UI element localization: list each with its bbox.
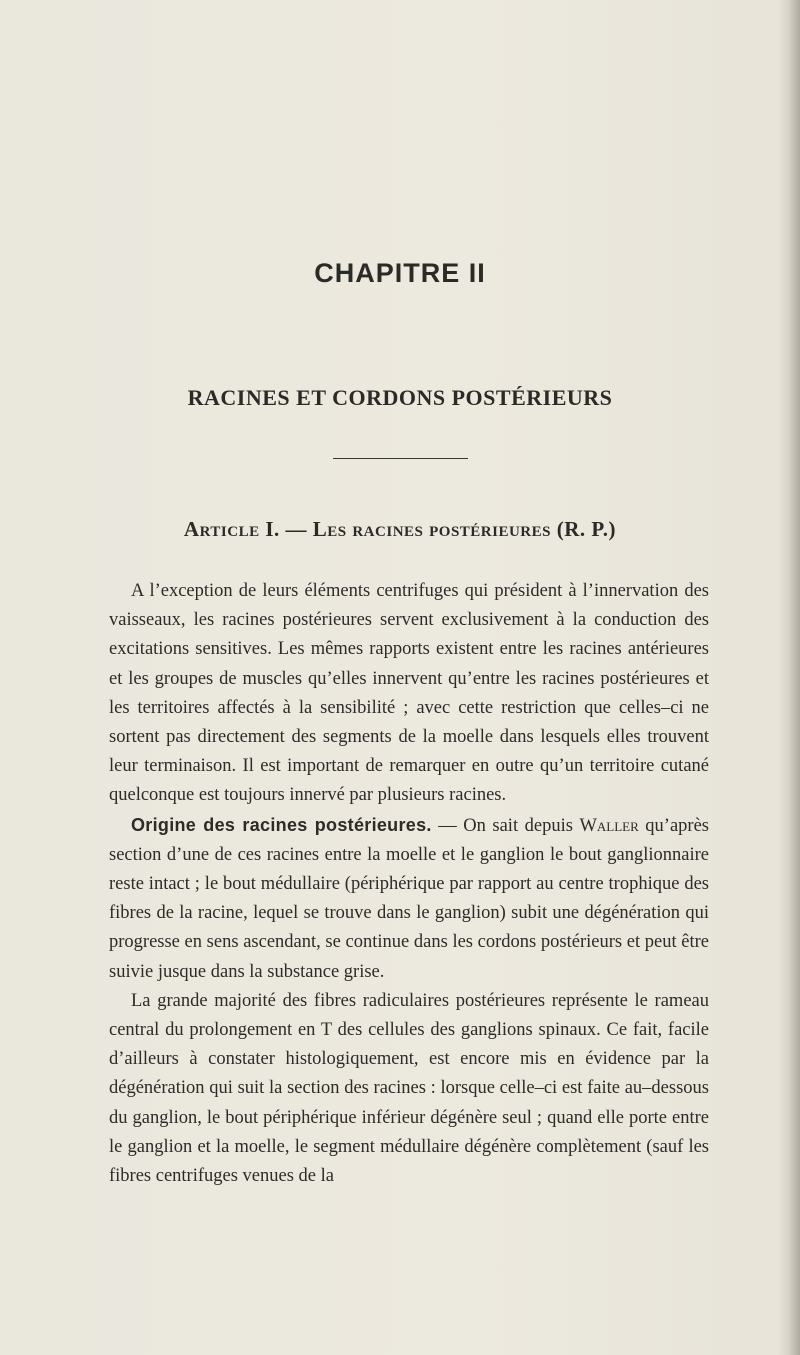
article-abbrev: (R. P.) xyxy=(551,517,617,541)
subheading-origine: Origine des racines postérieures. xyxy=(131,814,432,835)
title-divider xyxy=(333,458,468,459)
paragraph-origine-rest: qu’après section d’une de ces racines entre la moelle et le ganglion le bout ganglionnaire reste intact ; le bout médullaire (périphérique par rapport au centre trophique des fibres de la racine, lequel se trouve dans le ganglion) subit une dégénération qui progresse en sens ascendant, se continue dans les cordons postérieurs et peut être suivie jusque dans la substance grise. xyxy=(109,815,709,982)
article-heading xyxy=(0,517,800,542)
article-label: Article I. xyxy=(183,517,280,541)
paragraph-origine xyxy=(109,811,709,987)
body-text xyxy=(109,577,709,1191)
paragraph-intro: A l’exception de leurs éléments centrifuges qui président à l’innervation des vaisseaux, les racines postérieures servent exclusivement à la conduction des excitations sensitives. Les mêmes rapports existent entre les racines antérieures et les groupes de muscles qu’elles innervent qu’entre les racines postérieures et les territoires affectés à la sensibilité ; avec cette restriction que celles–ci ne sortent pas directement des segments de la moelle dans lesquels elles trouvent leur terminaison. Il est important de remarquer en outre qu’un territoire cutané quelconque est toujours innervé par plusieurs racines. xyxy=(109,581,709,806)
article-title: Les racines postérieures xyxy=(312,517,551,541)
chapter-title: CHAPITRE II xyxy=(314,258,486,288)
article-dash: — xyxy=(279,517,313,541)
paragraph-fibres: La grande majorité des fibres radiculaires postérieures représente le rameau central du prolongement en T des cellules des ganglions spinaux. Ce fait, facile d’ailleurs à constater histologiquement, est encore mis en évidence par la dégénération qui suit la section des racines : lorsque celle–ci est faite au–dessous du ganglion, le bout périphérique inférieur dégénère seul ; quand elle porte entre le ganglion et la moelle, le segment médullaire dégénère complètement (sauf les fibres centrifuges venues de la xyxy=(109,990,709,1187)
author-name: Waller xyxy=(579,815,639,836)
section-title: RACINES ET CORDONS POSTÉRIEURS xyxy=(187,385,613,410)
paragraph-origine-lead: — On sait depuis xyxy=(431,815,580,836)
page-edge-shadow xyxy=(778,0,800,1355)
